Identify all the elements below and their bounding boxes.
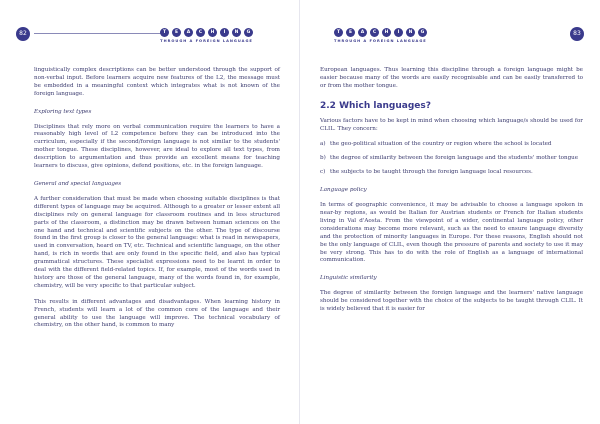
logo-letter: T <box>334 28 343 37</box>
logo-letter: E <box>172 28 181 37</box>
list-item-text: the subjects to be taught through the foreign language local resources. <box>330 169 533 176</box>
logo-letter: A <box>358 28 367 37</box>
logo-letter: H <box>208 28 217 37</box>
paragraph: linguistically complex descriptions can be better understood through the support of non-verbal input. Before learners acquire new features of the L2, the message must be embedded in a meaningful context which integrates what is not known of the foreign language. <box>34 67 280 97</box>
factor-list <box>320 141 583 177</box>
list-item-text: the degree of similarity between the foreign language and the students' mother tongue <box>330 155 579 162</box>
page-number: 82 <box>16 27 30 41</box>
logo-letters <box>334 28 427 37</box>
logo-letter: H <box>382 28 391 37</box>
subheading: Exploring text types <box>34 108 92 115</box>
subheading: Language policy <box>320 187 367 194</box>
logo-letter: A <box>184 28 193 37</box>
logo-letter: N <box>406 28 415 37</box>
logo-letter: C <box>370 28 379 37</box>
list-item-text: the geo-political situation of the country or region where the school is located <box>330 141 552 148</box>
series-logo <box>160 28 253 43</box>
page-number: 83 <box>570 27 584 41</box>
header-rule <box>34 33 162 34</box>
logo-letter: E <box>346 28 355 37</box>
logo-letter: I <box>394 28 403 37</box>
logo-letter: G <box>244 28 253 37</box>
paragraph: A further consideration that must be made when choosing suitable disciplines is that different types of language may be acquired. Although to a greater or lesser extent all disciplines rely on general language for classroom routines and in less structured parts of the classroom, a distinction may be drawn between human sciences on the one hand and technical and scientific subjects on the other. The type of discourse found in the first group is closer to the general language: what is read in newspapers, used in conversation, heard on TV, etc. Technical and scientific language, on the other hand, is rich in words that are only found in the specific field, and also has typical grammatical structures. These specialist expressions need to be learnt in order to deal with the different field-related topics. If, for example, most of the words used in history are those of the general language, many of the words found in, for example, chemistry, will be very specific to that particular subject. <box>34 195 280 289</box>
logo-letter: N <box>232 28 241 37</box>
right-body <box>320 67 583 322</box>
right-page <box>300 0 600 424</box>
logo-letter: C <box>196 28 205 37</box>
subheading: General and special languages <box>34 180 122 187</box>
logo-tagline: THROUGH A FOREIGN LANGUAGE <box>334 39 427 43</box>
list-item-label: c) <box>320 169 326 176</box>
logo-letters <box>160 28 253 37</box>
paragraph: Disciplines that rely more on verbal communication require the learners to have a reasonably high level of L2 competence before they can be introduced into the curriculum, especially if the second/foreign language is not similar to the students' mother tongue. These disciplines, however, are ideal to explore all text types, from description to argumentation and thus provide an excellent means for teaching learners to discuss, give opinions, defend positions, etc. in the foreign language. <box>34 123 280 170</box>
paragraph: This results in different advantages and disadvantages. When learning history in French, students will learn a lot of the common core of the language and their general ability to use the language will improve. The technical vocabulary of chemistry, on the other hand, is common to many <box>34 298 280 329</box>
list-item-label: b) <box>320 155 326 162</box>
paragraph: Various factors have to be kept in mind when choosing which language/s should be used for CLIL. They concern: <box>320 117 583 132</box>
list-item <box>320 155 583 163</box>
list-item <box>320 169 583 177</box>
paragraph: In terms of geographic convenience, it may be advisable to choose a language spoken in near-by regions, as would be Italian for Austrian students or French for Italian students living in Val d'Aosta. From the viewpoint of a wider, continental language policy, other considerations may become more relevant, such as the need to ensure language diversity and the protection of minority languages in Europe. For these reasons, English should not be the only language of CLIL, even though the pressure of parents and society to use it may be very strong. This has to do with the role of English as a language of international communication. <box>320 202 583 264</box>
logo-letter: T <box>160 28 169 37</box>
left-body <box>34 67 280 338</box>
section-heading: 2.2 Which languages? <box>320 100 431 111</box>
subheading: Linguistic similarity <box>320 275 377 282</box>
list-item <box>320 141 583 149</box>
logo-tagline: THROUGH A FOREIGN LANGUAGE <box>160 39 253 43</box>
paragraph: The degree of similarity between the foreign language and the learners' native language should be considered together with the choice of the subjects to be taught through CLIL. It is widely believed that it is easier for <box>320 290 583 313</box>
logo-letter: I <box>220 28 229 37</box>
series-logo <box>334 28 427 43</box>
list-item-label: a) <box>320 141 326 148</box>
paragraph: European languages. Thus learning this discipline through a foreign language might be easier because many of the words are easily recognisable and can be easily transferred to or from the mother tongue. <box>320 67 583 89</box>
logo-letter: G <box>418 28 427 37</box>
